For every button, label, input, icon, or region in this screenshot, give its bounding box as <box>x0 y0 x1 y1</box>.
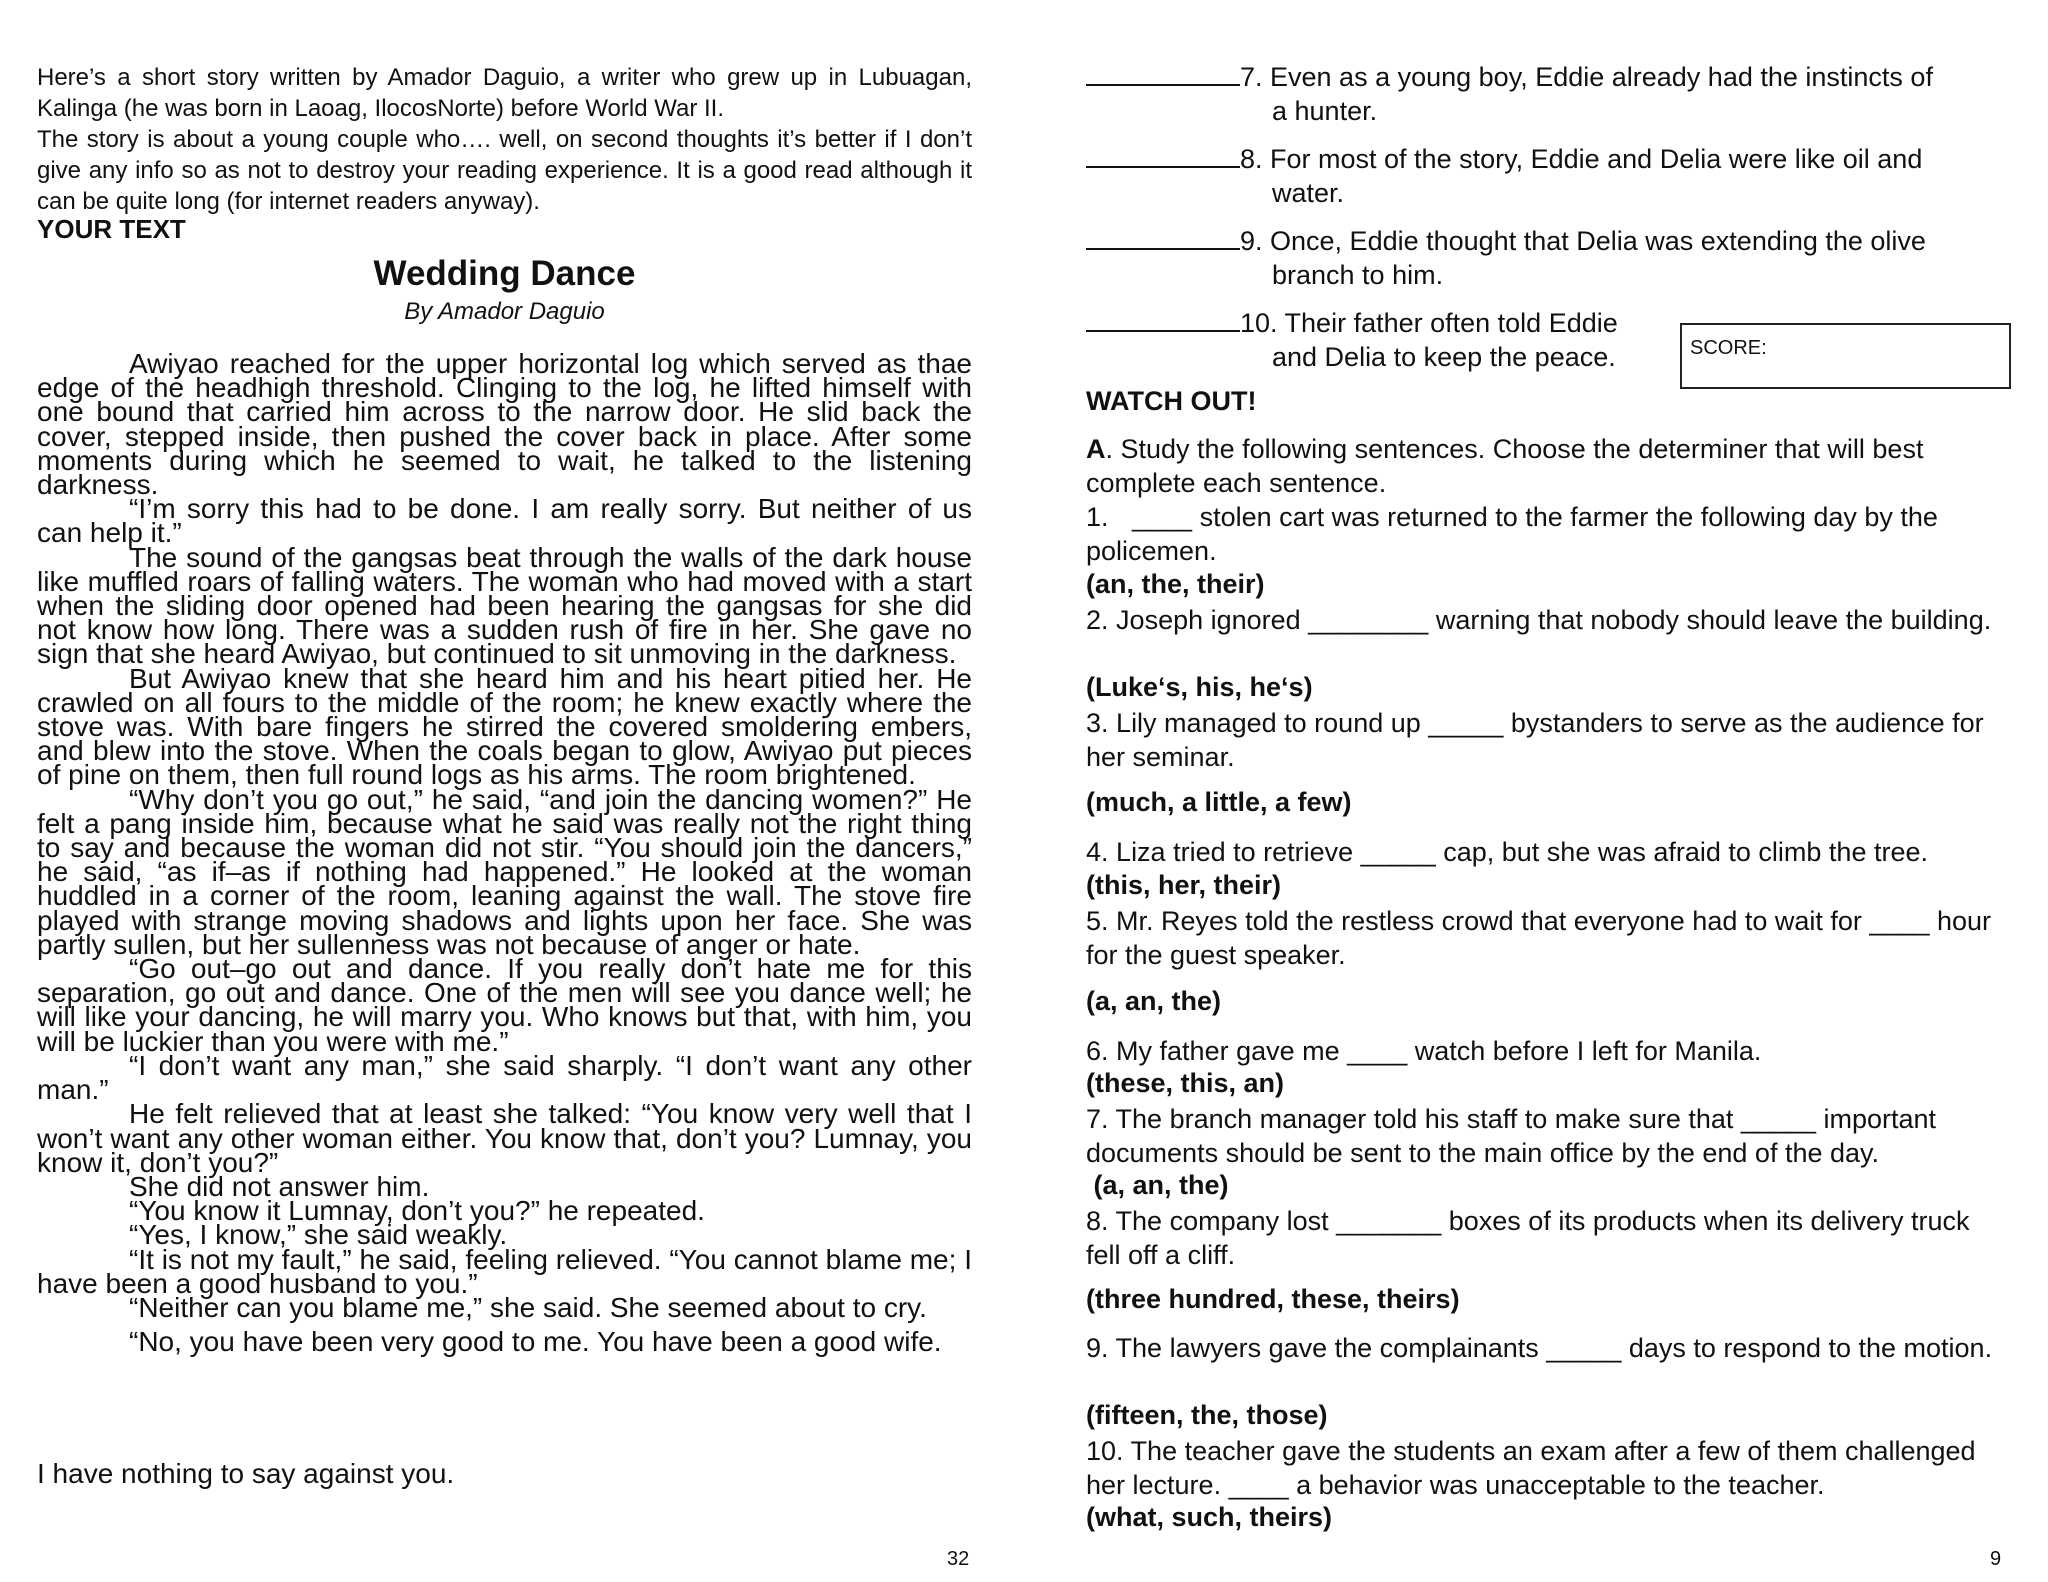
true-false-item <box>1086 222 1966 292</box>
your-text-heading: YOUR TEXT <box>37 214 186 244</box>
question-options: (fifteen, the, those) <box>1086 1400 1328 1430</box>
answer-blank[interactable] <box>1086 304 1240 332</box>
question-text: Liza tried to retrieve _____ cap, but she was afraid to climb the tree. <box>1116 837 1928 867</box>
question-number: 1. <box>1086 502 1109 532</box>
item-text-continued: branch to him. <box>1272 260 1444 290</box>
question-text: The teacher gave the students an exam after a few of them challenged her lecture. ____ a behavior was unacceptable to the teacher. <box>1086 1436 1976 1500</box>
item-text-continued: a hunter. <box>1272 96 1378 126</box>
question-options: (these, this, an) <box>1086 1068 1285 1098</box>
story-body <box>37 348 972 1358</box>
story-paragraph: Awiyao reached for the upper horizontal log which served as thae edge of the headhigh threshold. Clinging to the log, he lifted himself with one bound that carried him across to the narrow door. He slid back the cover, stepped inside, then pushed the cover back in place. After some moments during which he seemed to wait, he talked to the listening darkness. <box>37 348 972 501</box>
question-text: Joseph ignored ________ warning that nobody should leave the building. <box>1116 605 1992 635</box>
story-paragraph: She did not answer him. <box>129 1170 430 1202</box>
item-text: 7. Even as a young boy, Eddie already had the instincts of <box>1240 62 1933 92</box>
story-paragraph: He felt relieved that at least she talked: “You know very well that I won’t want any other woman either. You know that, don’t you? Lumnay, you know it, don’t you?” <box>37 1098 972 1178</box>
item-text-continued: water. <box>1272 178 1345 208</box>
question-item <box>1086 500 2011 568</box>
question-item <box>1086 706 2011 774</box>
score-box[interactable] <box>1680 323 2011 389</box>
intro <box>37 62 972 217</box>
item-text: 8. For most of the story, Eddie and Delia were like oil and <box>1240 144 1923 174</box>
story-paragraph: “I don’t want any man,” she said sharply. “I don’t want any other man.” <box>37 1049 972 1106</box>
question-options: (an, the, their) <box>1086 569 1265 599</box>
true-false-item <box>1086 58 1966 128</box>
item-text: 10. Their father often told Eddie <box>1240 308 1618 338</box>
question-text: The lawyers gave the complainants _____ days to respond to the motion. <box>1115 1333 1993 1363</box>
question-options: (a, an, the) <box>1086 1170 1229 1200</box>
story-paragraph: But Awiyao knew that she heard him and his heart pitied her. He crawled on all fours to the middle of the room; he knew exactly where the stove was. With bare fingers he stirred the covered smoldering embers, and blew into the stove. When the coals began to glow, Awiyao put pieces of pine on them, then full round logs as his arms. The room brightened. <box>37 662 972 791</box>
question-text: My father gave me ____ watch before I left for Manila. <box>1116 1036 1762 1066</box>
question-item <box>1086 1034 2011 1068</box>
question-number: 2. <box>1086 605 1109 635</box>
question-number: 10. <box>1086 1436 1124 1466</box>
directions-letter: A <box>1086 434 1106 464</box>
item-text: 9. Once, Eddie thought that Delia was extending the olive <box>1240 226 1926 256</box>
story-paragraph: The sound of the gangsas beat through the walls of the dark house like muffled roars of falling waters. The woman who had moved with a start when the sliding door opened had been hearing the gangsas for she did not know how long. There was a sudden rush of fire in her. She gave no sign that she heard Awiyao, but continued to sit unmoving in the darkness. <box>37 541 972 670</box>
question-options: (Luke‘s, his, he‘s) <box>1086 672 1313 702</box>
question-options: (this, her, their) <box>1086 870 1282 900</box>
item-text-continued: and Delia to keep the peace. <box>1272 342 1616 372</box>
question-text: The company lost _______ boxes of its products when its delivery truck fell off a cliff. <box>1086 1206 1970 1270</box>
score-label: SCORE: <box>1690 337 1767 359</box>
question-number: 6. <box>1086 1036 1109 1066</box>
question-item <box>1086 1204 2011 1272</box>
question-text: The branch manager told his staff to make sure that _____ important documents should be sent to the main office by the end of the day. <box>1086 1104 1937 1168</box>
page-number: 9 <box>1990 1548 2002 1570</box>
story-byline: By Amador Daguio <box>404 298 605 325</box>
question-text: ____ stolen cart was returned to the farmer the following day by the policemen. <box>1086 502 1938 566</box>
story-paragraph: “Neither can you blame me,” she said. She seemed about to cry. <box>129 1291 927 1323</box>
question-item <box>1086 1102 2011 1170</box>
question-options: (a, an, the) <box>1086 986 1222 1016</box>
question-number: 7. <box>1086 1104 1109 1134</box>
story-paragraph: “It is not my fault,” he said, feeling relieved. “You cannot blame me; I have been a good husband to you.” <box>37 1243 972 1299</box>
story-title: Wedding Dance <box>373 254 636 293</box>
question-item <box>1086 1331 2011 1365</box>
question-text: Lily managed to round up _____ bystanders to serve as the audience for her seminar. <box>1086 708 1984 772</box>
true-false-item <box>1086 140 1966 210</box>
question-item <box>1086 1434 2011 1502</box>
question-options: (three hundred, these, theirs) <box>1086 1284 1460 1314</box>
question-item <box>1086 835 2011 869</box>
answer-blank[interactable] <box>1086 222 1240 250</box>
story-ending: I have nothing to say against you. <box>37 1458 455 1489</box>
question-item <box>1086 603 2011 637</box>
answer-blank[interactable] <box>1086 58 1240 86</box>
directions <box>1086 432 2011 500</box>
watch-out-heading: WATCH OUT! <box>1086 386 1257 416</box>
question-number: 3. <box>1086 708 1109 738</box>
question-number: 9. <box>1086 1333 1109 1363</box>
question-options: (much, a little, a few) <box>1086 787 1352 817</box>
intro-paragraph: The story is about a young couple who…. well, on second thoughts it’s better if I don’t give any info so as not to destroy your reading experience. It is a good read although it can be quite long (for internet readers anyway). <box>37 126 972 215</box>
question-item <box>1086 904 2011 972</box>
story-paragraph: “Yes, I know,” she said weakly. <box>129 1219 508 1251</box>
question-options: (what, such, theirs) <box>1086 1502 1333 1532</box>
answer-blank[interactable] <box>1086 140 1240 168</box>
story-paragraph: “You know it Lumnay, don’t you?” he repeated. <box>129 1195 705 1227</box>
true-false-item <box>1086 304 1646 374</box>
directions-text: . Study the following sentences. Choose the determiner that will best complete each sentence. <box>1086 434 1924 498</box>
story-paragraph: “Why don’t you go out,” he said, “and join the dancing women?” He felt a pang inside him, because what he said was really not the right thing to say and because the woman did not stir. “You should join the dancers,” he said, “as if–as if nothing had happened.” He looked at the woman huddled in a corner of the room, leaning against the wall. The stove fire played with strange moving shadows and lights upon her face. She was partly sullen, but her sullenness was not because of anger or hate. <box>37 783 972 960</box>
page-number: 32 <box>947 1548 970 1570</box>
question-number: 8. <box>1086 1206 1109 1236</box>
question-number: 4. <box>1086 837 1109 867</box>
story-paragraph: “Go out–go out and dance. If you really don’t hate me for this separation, go out and dance. One of the men will see you dance well; he will like your dancing, he will marry you. Who knows but that, with him, you will be luckier than you were with me.” <box>37 953 972 1057</box>
intro-paragraph: Here’s a short story written by Amador Daguio, a writer who grew up in Lubuagan, Kalinga (he was born in Laoag, IlocosNorte) before World War II. <box>37 64 972 122</box>
story-paragraph: “No, you have been very good to me. You have been a good wife. <box>129 1326 942 1358</box>
question-text: Mr. Reyes told the restless crowd that everyone had to wait for ____ hour for the guest speaker. <box>1086 906 1992 970</box>
question-number: 5. <box>1086 906 1109 936</box>
story-paragraph: “I’m sorry this had to be done. I am really sorry. But neither of us can help it.” <box>37 493 972 549</box>
